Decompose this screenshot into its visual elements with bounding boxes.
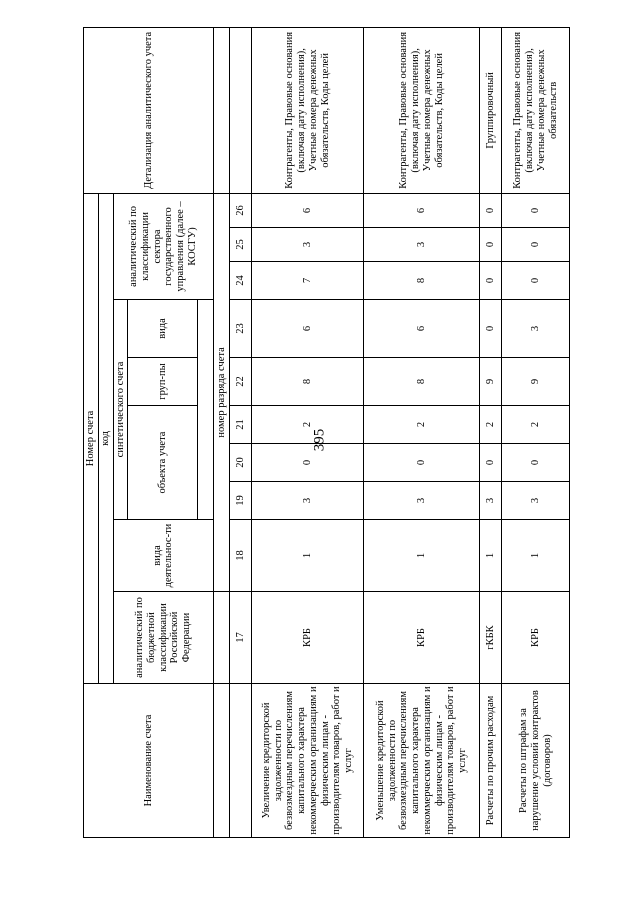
- digit-19: 19: [230, 482, 252, 520]
- row-detail: Контрагенты, Правовые основания (включая дату исполнения), Учетные номера денежных обязательств: [502, 27, 570, 193]
- cell: 2: [364, 406, 480, 444]
- cell: 3: [502, 300, 570, 358]
- header-synthetic: синтетического счета: [113, 300, 128, 520]
- cell: 0: [502, 262, 570, 300]
- row-name: Уменьшение кредиторской задолженности по безвозмездным перечислениям капитального характера некоммерческим организациям и физическим лицам - производителям товаров, работ и услуг: [364, 684, 480, 838]
- cell: КРБ: [502, 592, 570, 684]
- cell: 0: [480, 193, 502, 227]
- cell: 0: [364, 444, 480, 482]
- digit-20: 20: [230, 444, 252, 482]
- cell: 8: [252, 358, 364, 406]
- header-detail: Детализация аналитического учета: [84, 27, 214, 193]
- cell: 0: [480, 228, 502, 262]
- cell: 0: [502, 193, 570, 227]
- cell: 3: [252, 482, 364, 520]
- cell: 6: [364, 193, 480, 227]
- cell: 0: [480, 444, 502, 482]
- digit-24: 24: [230, 262, 252, 300]
- header-analytical-bk: аналитический по бюджетной классификации Российской Федерации: [113, 592, 214, 684]
- cell: 3: [364, 482, 480, 520]
- header-group: груп-пы: [128, 358, 198, 406]
- header-account-number: Номер счета: [84, 193, 99, 683]
- row-name: Увеличение кредиторской задолженности по безвозмездным перечислениям капитального характера некоммерческим организациям и физическим лицам - производителям товаров, работ и услуг: [252, 684, 364, 838]
- digit-17: 17: [230, 592, 252, 684]
- cell: 1: [480, 520, 502, 592]
- cell: 0: [480, 300, 502, 358]
- cell: гКБК: [480, 592, 502, 684]
- cell: 0: [480, 262, 502, 300]
- header-code: код: [98, 193, 113, 683]
- page-content: [83, 28, 559, 838]
- cell: 6: [252, 193, 364, 227]
- cell: 0: [502, 444, 570, 482]
- header-account-name: Наименование счета: [84, 684, 214, 838]
- digit-23: 23: [230, 300, 252, 358]
- cell: 1: [502, 520, 570, 592]
- cell: 2: [480, 406, 502, 444]
- digit-blank: [230, 684, 252, 838]
- header-analytical-kosgu: аналитический по классификации сектора государственного управления (далее – КОСГУ): [113, 193, 214, 299]
- digit-blank-right: [230, 27, 252, 193]
- cell: 8: [364, 358, 480, 406]
- row-detail: Контрагенты, Правовые основания (включая дату исполнения), Учетные номера денежных обязательств, Коды целей: [364, 27, 480, 193]
- cell: 3: [252, 228, 364, 262]
- cell: 3: [364, 228, 480, 262]
- header-kind: вида: [128, 300, 198, 358]
- header-spacer-right: [214, 27, 230, 193]
- header-spacer: [198, 300, 214, 520]
- row-name: Расчеты по прочим расходам: [480, 684, 502, 838]
- header-digit-number: номер разряда счета: [214, 193, 230, 591]
- cell: 9: [502, 358, 570, 406]
- cell: 6: [364, 300, 480, 358]
- table-row: [480, 27, 502, 837]
- cell: 3: [480, 482, 502, 520]
- digit-18: 18: [230, 520, 252, 592]
- digit-26: 26: [230, 193, 252, 227]
- cell: 0: [502, 228, 570, 262]
- cell: 1: [252, 520, 364, 592]
- row-name: Расчеты по штрафам за нарушение условий контрактов (договоров): [502, 684, 570, 838]
- page-number: 395: [311, 428, 328, 452]
- digit-25: 25: [230, 228, 252, 262]
- cell: 7: [252, 262, 364, 300]
- table-row: [502, 27, 570, 837]
- cell: КРБ: [364, 592, 480, 684]
- table-row: [364, 27, 480, 837]
- cell: 2: [502, 406, 570, 444]
- header-activity-type: вида деятельнос-ти: [113, 520, 214, 592]
- row-detail: Контрагенты, Правовые основания (включая дату исполнения), Учетные номера денежных обязательств, Коды целей: [252, 27, 364, 193]
- row-detail: Группировочный: [480, 27, 502, 193]
- header-spacer-left: [214, 684, 230, 838]
- cell: 8: [364, 262, 480, 300]
- cell: 9: [480, 358, 502, 406]
- cell: КРБ: [252, 592, 364, 684]
- cell: 2: [252, 406, 364, 444]
- cell: 1: [364, 520, 480, 592]
- account-table: [83, 27, 570, 838]
- cell: 0: [252, 444, 364, 482]
- digit-21: 21: [230, 406, 252, 444]
- header-object: объекта учета: [128, 406, 198, 520]
- header-spacer-bk: [214, 592, 230, 684]
- cell: 6: [252, 300, 364, 358]
- cell: 3: [502, 482, 570, 520]
- digit-22: 22: [230, 358, 252, 406]
- table-row: [252, 27, 364, 837]
